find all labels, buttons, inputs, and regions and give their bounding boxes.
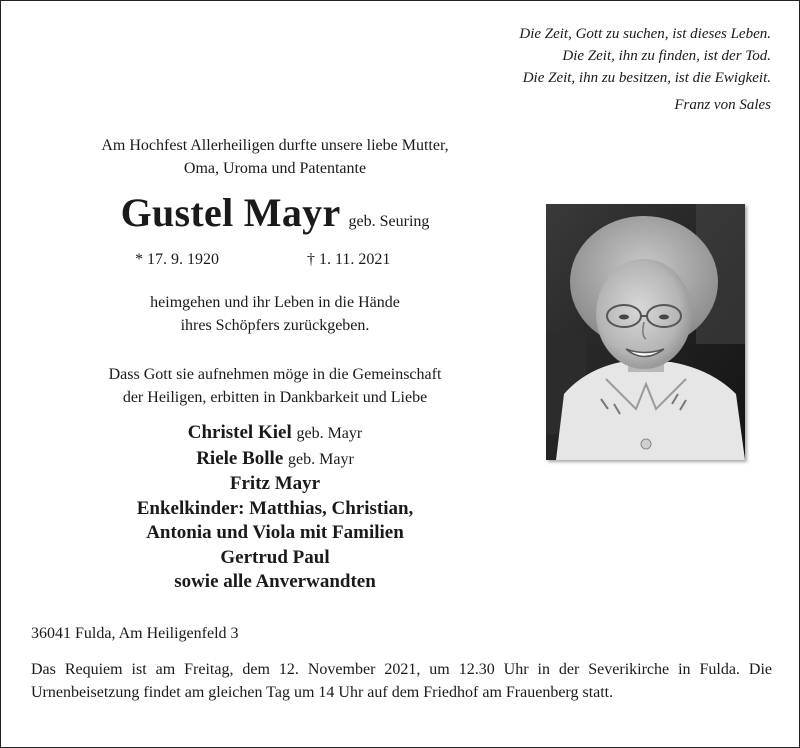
- mourner-entry: Enkelkinder: Matthias, Christian,: [136, 497, 414, 519]
- mourner-entry: sowie alle Anverwandten: [174, 571, 376, 592]
- quote-line: Die Zeit, ihn zu finden, ist der Tod.: [562, 48, 771, 64]
- paragraph-line: Dass Gott sie aufnehmen möge in die Gemeinschaft: [108, 366, 442, 383]
- deceased-name-row: [31, 189, 519, 236]
- intro-text: [31, 134, 519, 180]
- paragraph-line: heimgehen und ihr Leben in die Hände: [150, 294, 400, 311]
- mourner-birth-name: geb. Mayr: [296, 425, 363, 442]
- mourner-name: Riele Bolle: [196, 447, 284, 469]
- quote-line: Die Zeit, ihn zu besitzen, ist die Ewigkeit.: [522, 70, 771, 86]
- passing-paragraph: [31, 291, 519, 337]
- intro-line: Oma, Uroma und Patentante: [183, 160, 367, 177]
- portrait-illustration: [546, 204, 745, 460]
- mourner-entry: Gertrud Paul: [220, 546, 330, 568]
- mourner-birth-name: geb. Mayr: [288, 450, 354, 468]
- paragraph-line: der Heiligen, erbitten in Dankbarkeit und Liebe: [122, 389, 428, 406]
- mourner-entry: [31, 447, 519, 473]
- prayer-paragraph: [31, 363, 519, 409]
- mourner-entry: [31, 421, 519, 447]
- mourner-entry: Fritz Mayr: [229, 473, 321, 494]
- deceased-birth-name: geb. Seuring: [348, 213, 430, 230]
- mourner-entry: Antonia und Viola mit Familien: [146, 522, 404, 543]
- deceased-name: Gustel Mayr: [120, 190, 341, 235]
- address: 36041 Fulda, Am Heiligenfeld 3: [31, 625, 239, 642]
- birth-date: * 17. 9. 1920: [135, 251, 219, 268]
- paragraph-line: ihres Schöpfers zurückgeben.: [180, 317, 370, 334]
- requiem-info: Das Requiem ist am Freitag, dem 12. November 2021, um 12.30 Uhr in der Severikirche in Fulda. Die Urnenbeisetzung findet am gleichen Tag um 14 Uhr auf dem Friedhof am Frauenberg statt.: [31, 661, 772, 701]
- portrait-photo: [546, 204, 745, 460]
- quote-author: Franz von Sales: [674, 97, 771, 113]
- intro-line: Am Hochfest Allerheiligen durfte unsere liebe Mutter,: [101, 137, 449, 154]
- quote-block: [519, 23, 771, 116]
- quote-line: Die Zeit, Gott zu suchen, ist dieses Leben.: [519, 26, 771, 42]
- mourner-name: Christel Kiel: [187, 422, 292, 443]
- death-date: † 1. 11. 2021: [307, 251, 391, 268]
- mourners-list: [31, 421, 519, 595]
